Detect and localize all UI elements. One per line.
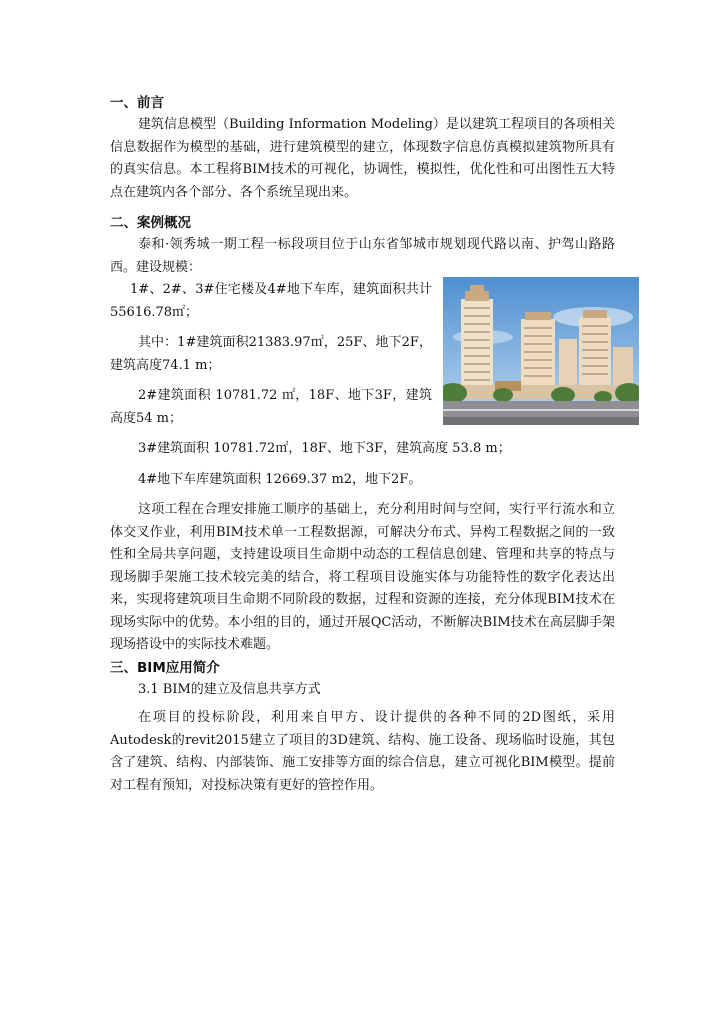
overview-garage: 4#地下车库建筑面积 12669.37 m2，地下2F。	[138, 471, 422, 487]
document-page	[110, 92, 615, 797]
section-title-intro: 一、前言	[110, 95, 164, 111]
building-rendering-illustration	[443, 277, 639, 425]
overview-scale-total: 1#、2#、3#住宅楼及4#地下车库，建筑面积共计55616.78㎡；	[110, 282, 432, 320]
intro-paragraph: 建筑信息模型（Building Information Modeling）是以建筑工程项目的各项相关信息数据作为模型的基础，进行建筑模型的建立，体现数字信息仿真模拟建筑物所具有的真实信息。本工程将BIM技术的可视化，协调性，模拟性，优化性和可出图性五大特点在建筑内各个部分、各个系统呈现出来。	[110, 117, 615, 200]
overview-building-2: 2#建筑面积 10781.72 ㎡，18F、地下3F，建筑高度54 m；	[110, 388, 432, 426]
section-title-overview: 二、案例概况	[110, 215, 191, 231]
section-title-bim: 三、BIM应用简介	[110, 659, 220, 676]
overview-building-3: 3#建筑面积 10781.72㎡，18F、地下3F，建筑高度 53.8 m；	[138, 441, 511, 456]
overview-with-photo	[110, 279, 615, 430]
overview-location: 泰和·领秀城一期工程一标段项目位于山东省邹城市规划现代路以南、护驾山路路西。建设规模：	[110, 237, 615, 275]
bim-subsection-title: 3.1 BIM的建立及信息共享方式	[138, 681, 321, 697]
bim-paragraph: 在项目的投标阶段，利用来自甲方、设计提供的各种不同的2D图纸，采用Autodesk的revit2015建立了项目的3D建筑、结构、施工设备、现场临时设施，其包含了建筑、结构、内部装饰、施工安排等方面的综合信息，建立可视化BIM模型。提前对工程有预知，对投标决策有更好的管控作用。	[110, 710, 615, 793]
overview-building-1: 其中：1#建筑面积21383.97㎡，25F、地下2F，建筑高度74.1 m；	[110, 335, 432, 373]
building-rendering-image	[443, 277, 639, 425]
overview-description: 这项工程在合理安排施工顺序的基础上，充分利用时间与空间，实行平行流水和立体交叉作业，利用BIM技术单一工程数据源，可解决分布式、异构工程数据之间的一致性和全局共享问题，支持建设项目生命期中动态的工程信息创建、管理和共享的特点与现场脚手架施工技术较完美的结合，将工程项目设施实体与功能特性的数字化表达出来，实现将建筑项目生命期不同阶段的数据，过程和资源的连接，充分体现BIM技术在现场实际中的优势。本小组的目的，通过开展QC活动，不断解决BIM技术在高层脚手架现场搭设中的实际技术难题。	[110, 502, 615, 652]
